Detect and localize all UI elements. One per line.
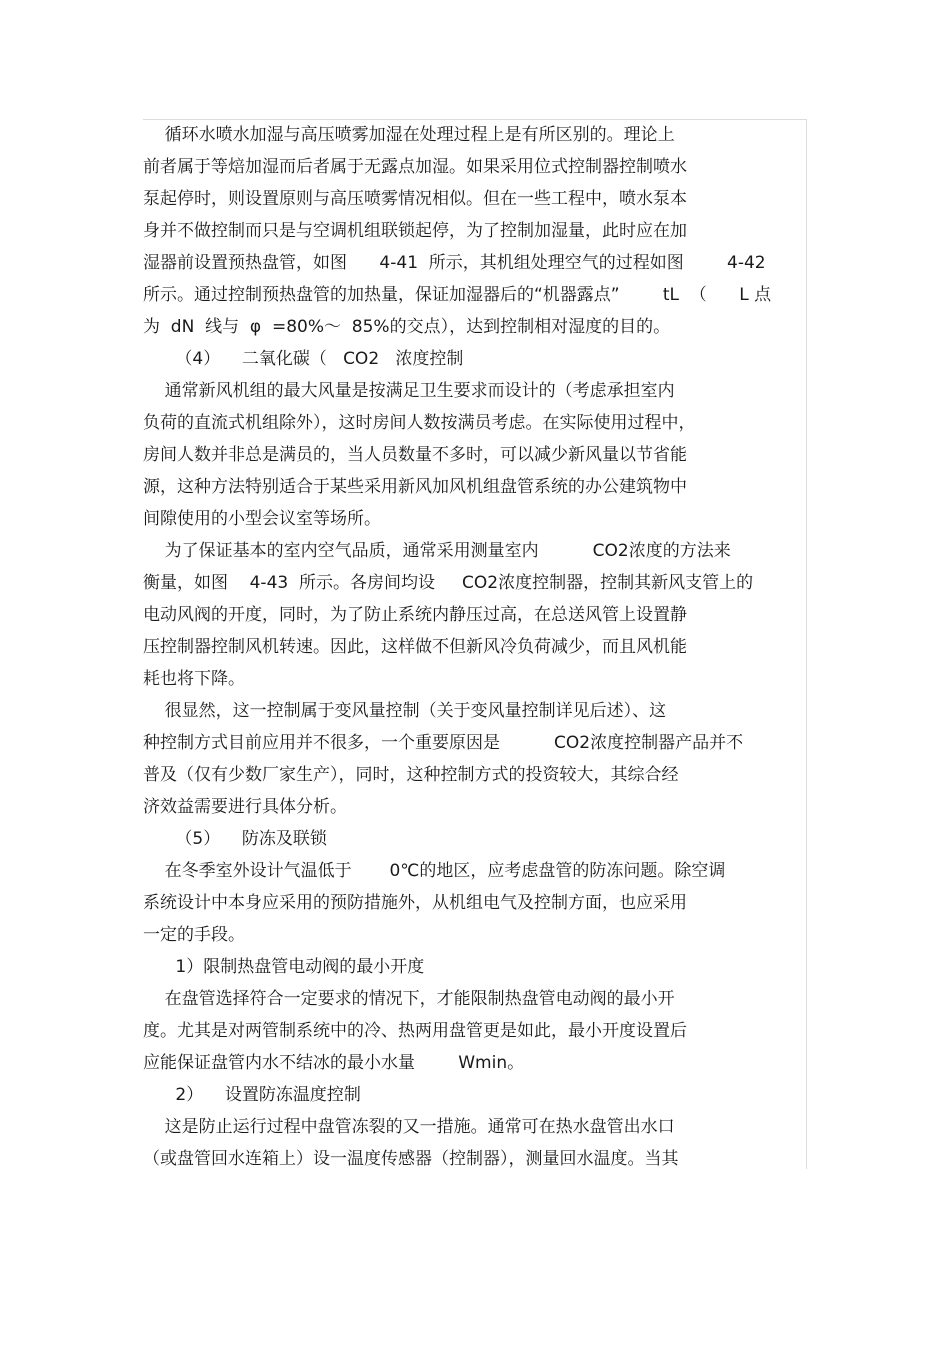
text-line: 耗也将下降。 xyxy=(143,669,245,689)
text-line: 衡量，如图 4-43 所示。各房间均设 CO2浓度控制器，控制其新风支管上的 xyxy=(143,573,754,593)
text-line: 源，这种方法特别适合于某些采用新风加风机组盘管系统的办公建筑物中 xyxy=(143,477,687,497)
text-line: 负荷的直流式机组除外），这时房间人数按满员考虑。在实际使用过程中， xyxy=(143,413,696,433)
text-line: 前者属于等焙加湿而后者属于无露点加湿。如果采用位式控制器控制喷水 xyxy=(143,157,687,177)
text-line: 房间人数并非总是满员的，当人员数量不多时，可以减少新风量以节省能 xyxy=(143,445,687,465)
text-line: 间隙使用的小型会议室等场所。 xyxy=(143,509,381,529)
text-line: 电动风阀的开度，同时，为了防止系统内静压过高，在总送风管上设置静 xyxy=(143,605,687,625)
text-line: 应能保证盘管内水不结冰的最小水量 Wmin。 xyxy=(143,1053,525,1073)
text-line: 1）限制热盘管电动阀的最小开度 xyxy=(143,957,425,977)
text-line: 这是防止运行过程中盘管冻裂的又一措施。通常可在热水盘管出水口 xyxy=(143,1117,675,1137)
text-line: （5） 防冻及联锁 xyxy=(143,829,327,849)
text-line: 为 dN 线与 φ =80%～ 85%的交点），达到控制相对湿度的目的。 xyxy=(143,317,671,337)
text-line: 种控制方式目前应用并不很多，一个重要原因是 CO2浓度控制器产品并不 xyxy=(143,733,744,753)
text-line: 湿器前设置预热盘管，如图 4-41 所示，其机组处理空气的过程如图 4-42 xyxy=(143,253,766,273)
text-line: 循环水喷水加湿与高压喷雾加湿在处理过程上是有所区别的。理论上 xyxy=(143,125,675,145)
text-line: 普及（仅有少数厂家生产），同时，这种控制方式的投资较大，其综合经 xyxy=(143,765,679,785)
text-line: 身并不做控制而只是与空调机组联锁起停，为了控制加湿量，此时应在加 xyxy=(143,221,687,241)
text-line: 通常新风机组的最大风量是按满足卫生要求而设计的（考虑承担室内 xyxy=(143,381,675,401)
text-line: 济效益需要进行具体分析。 xyxy=(143,797,347,817)
text-line: 2） 设置防冻温度控制 xyxy=(143,1085,361,1105)
text-line: 度。尤其是对两管制系统中的冷、热两用盘管更是如此，最小开度设置后 xyxy=(143,1021,687,1041)
text-line: （或盘管回水连箱上）设一温度传感器（控制器），测量回水温度。当其 xyxy=(143,1149,679,1169)
text-line: 泵起停时，则设置原则与高压喷雾情况相似。但在一些工程中，喷水泵本 xyxy=(143,189,687,209)
text-line: 在冬季室外设计气温低于 0℃的地区，应考虑盘管的防冻问题。除空调 xyxy=(143,861,726,881)
text-line: 在盘管选择符合一定要求的情况下，才能限制热盘管电动阀的最小开 xyxy=(143,989,675,1009)
text-line: 很显然，这一控制属于变风量控制（关于变风量控制详见后述）、这 xyxy=(143,701,667,721)
text-line: 所示。通过控制预热盘管的加热量，保证加湿器后的“机器露点” tL （ L 点 xyxy=(143,285,772,305)
text-line: （4） 二氧化碳（ CO2 浓度控制 xyxy=(143,349,464,369)
text-line: 压控制器控制风机转速。因此，这样做不但新风冷负荷减少，而且风机能 xyxy=(143,637,687,657)
text-line: 一定的手段。 xyxy=(143,925,245,945)
text-line: 为了保证基本的室内空气品质，通常采用测量室内 CO2浓度的方法来 xyxy=(143,541,731,561)
text-line: 系统设计中本身应采用的预防措施外，从机组电气及控制方面，也应采用 xyxy=(143,893,687,913)
